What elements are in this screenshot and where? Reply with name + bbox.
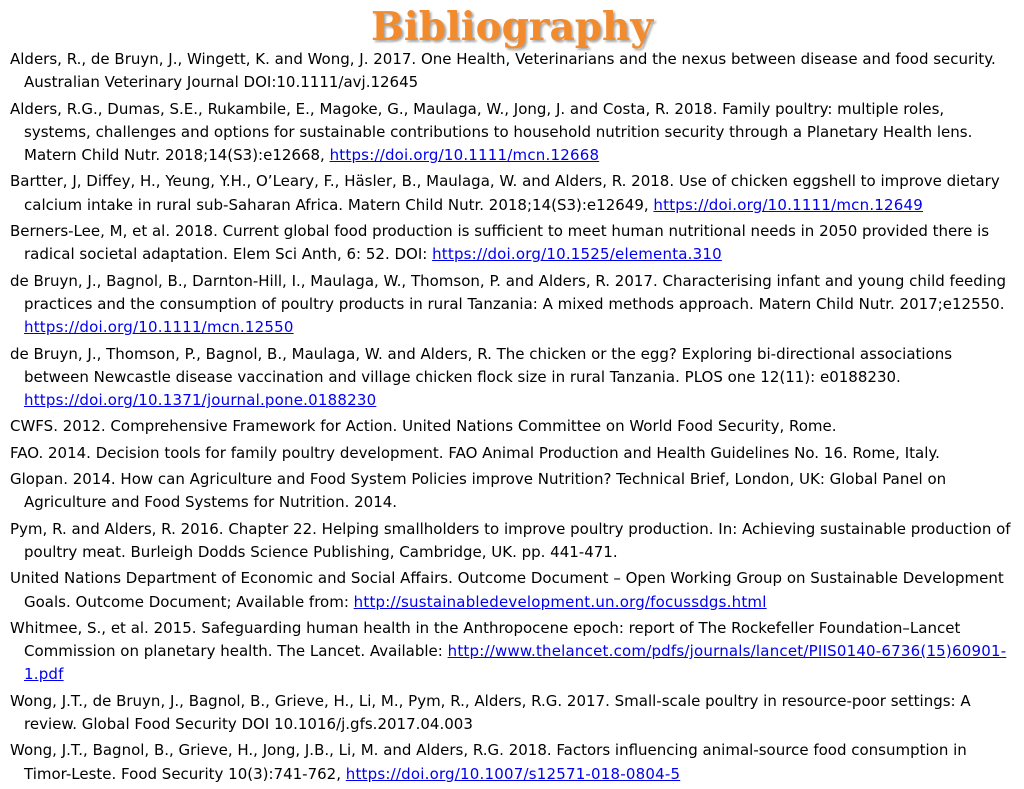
reference-list — [10, 48, 1014, 789]
reference-link[interactable]: https://doi.org/10.1111/mcn.12668 — [329, 146, 600, 165]
reference-link[interactable]: https://doi.org/10.1111/mcn.12550 — [24, 318, 294, 337]
reference-text: FAO. 2014. Decision tools for family poultry development. FAO Animal Production and Health Guidelines No. 16. Rome, Italy. — [10, 443, 940, 462]
reference-link[interactable]: https://doi.org/10.1525/elementa.310 — [432, 245, 722, 264]
reference-entry — [10, 567, 1014, 614]
reference-text: CWFS. 2012. Comprehensive Framework for Action. United Nations Committee on World Food Security, Rome. — [10, 417, 837, 436]
reference-entry — [10, 442, 1014, 465]
reference-entry — [10, 343, 1014, 413]
reference-text: Alders, R.G., Dumas, S.E., Rukambile, E., Magoke, G., Maulaga, W., Jong, J. and Costa, R. 2018. Family poultry: multiple roles, systems, challenges and options for sustainable contributions to household nutrition security through a Planetary Health lens. Matern Child Nutr. 2018;14(S3):e12668, — [10, 99, 973, 165]
reference-entry — [10, 48, 1014, 95]
reference-link[interactable]: http://sustainabledevelopment.un.org/focussdgs.html — [353, 592, 767, 611]
reference-entry — [10, 690, 1014, 737]
reference-entry — [10, 617, 1014, 687]
reference-link[interactable]: https://doi.org/10.1007/s12571-018-0804-5 — [345, 764, 681, 783]
reference-entry — [10, 98, 1014, 168]
reference-entry — [10, 739, 1014, 786]
reference-entry — [10, 220, 1014, 267]
reference-link[interactable]: http://www.thelancet.com/pdfs/journals/lancet/PIIS0140-6736(15)60901-1.pdf — [24, 642, 1007, 684]
reference-text: de Bruyn, J., Bagnol, B., Darnton-Hill, I., Maulaga, W., Thomson, P. and Alders, R. 2017. Characterising infant and young child feeding practices and the consumption of poultry products in rural Tanzania: A mixed methods approach. Matern Child Nutr. 2017;e12550. — [10, 271, 1006, 313]
reference-entry — [10, 415, 1014, 438]
reference-text: Alders, R., de Bruyn, J., Wingett, K. and Wong, J. 2017. One Health, Veterinarians and the nexus between disease and food security. Australian Veterinary Journal DOI:10.1111/avj.12645 — [10, 50, 996, 92]
reference-entry — [10, 170, 1014, 217]
reference-text: Wong, J.T., Bagnol, B., Grieve, H., Jong, J.B., Li, M. and Alders, R.G. 2018. Factors influencing animal-source food consumption in Timor-Leste. Food Security 10(3):741-762, — [10, 741, 967, 783]
reference-text: Glopan. 2014. How can Agriculture and Food System Policies improve Nutrition? Technical Brief, London, UK: Global Panel on Agriculture and Food Systems for Nutrition. 2014. — [10, 470, 947, 512]
reference-link[interactable]: https://doi.org/10.1371/journal.pone.0188230 — [24, 391, 377, 410]
reference-text: Whitmee, S., et al. 2015. Safeguarding human health in the Anthropocene epoch: report of The Rockefeller Foundation–Lancet Commission on planetary health. The Lancet. Available: — [10, 618, 961, 661]
page-title: Bibliography — [370, 4, 654, 50]
reference-text: Pym, R. and Alders, R. 2016. Chapter 22. Helping smallholders to improve poultry production. In: Achieving sustainable production of poultry meat. Burleigh Dodds Science Publishing, Cambridge, UK. pp. 441-471. — [10, 519, 1011, 561]
reference-text: United Nations Department of Economic and Social Affairs. Outcome Document – Open Working Group on Sustainable Development Goals. Outcome Document; Available from: — [10, 569, 1004, 611]
reference-text: Bartter, J, Diffey, H., Yeung, Y.H., O’Leary, F., Häsler, B., Maulaga, W. and Alders, R. 2018. Use of chicken eggshell to improve dietary calcium intake in rural sub-Saharan Africa. Matern Child Nutr. 2018;14(S3):e12649, — [10, 172, 1000, 214]
reference-entry — [10, 468, 1014, 515]
reference-text: Wong, J.T., de Bruyn, J., Bagnol, B., Grieve, H., Li, M., Pym, R., Alders, R.G. 2017. Small-scale poultry in resource-poor settings: A review. Global Food Security DOI 10.1016/j.gfs.2017.04.003 — [10, 691, 971, 734]
reference-text: Berners-Lee, M, et al. 2018. Current global food production is sufficient to meet human nutritional needs in 2050 provided there is radical societal adaptation. Elem Sci Anth, 6: 52. DOI: — [10, 222, 990, 264]
reference-link[interactable]: https://doi.org/10.1111/mcn.12649 — [653, 195, 924, 214]
reference-entry — [10, 518, 1014, 565]
reference-text: de Bruyn, J., Thomson, P., Bagnol, B., Maulaga, W. and Alders, R. The chicken or the egg? Exploring bi-directional associations between Newcastle disease vaccination and village chicken flock size in rural Tanzania. PLOS one 12(11): e0188230. — [10, 344, 953, 386]
reference-entry — [10, 270, 1014, 340]
